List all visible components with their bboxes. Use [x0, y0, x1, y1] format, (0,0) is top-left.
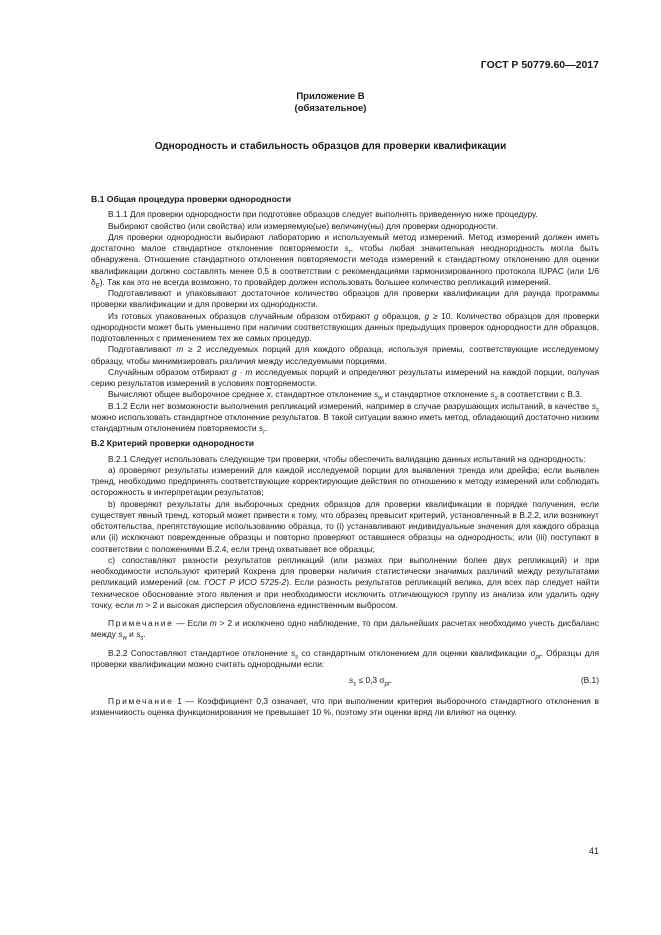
paragraph: В.1.2 Если нет возможности выполнения репликаций измерений, например в случае разрушающих испытаний, в качестве $s_s$ можно использовать стандартное отклонение результатов. В такой ситуации важно иметь метод, обладающий достаточно низким стандартным отклонением повторяемости $s_r$. [91, 400, 599, 436]
formula-number: (В.1) [580, 675, 599, 685]
note: Примечание 1 — Коэффициент 0,3 означает, что при выполнении критерия выборочного стандартного отклонения в изменчивость оценка функционирования не превышает 10 %, поэтому эти оценки вряд ли влияют на оценку. [91, 696, 599, 718]
list-item: а) проверяют результаты измерений для каждой исследуемой порции для выявления тренда или дрейфа; если выявлен тренд, необходимо предпринять соответствующие корректирующие действия по отношению к методу измерений или соблюдать осторожность в интерпретации результатов; [91, 464, 599, 498]
standard-number: ГОСТ Р 50779.60—2017 [480, 59, 599, 71]
list-item: b) проверяют результаты для выборочных средних образцов для проверки квалификации в порядке получения, если существует явный тренд, который может привести к тому, что образец превысит критерий, установленный в В.2.2, или возникнут обстоятельства, препятствующие использованию образца, то (i) устанавливают индивидуальные значения для каждого образца или (ii) исключают поврежденные образцы и повторно проверяют оставшиеся образцы на однородность; или (iii) поступают в соответствии с положениями В.2.4, если тренд охватывает все образцы; [91, 498, 599, 554]
paragraph: Вычисляют общее выборочное среднее $\overline{x}$, стандартное отклонение $s_w$ и стандартное отклонение $s_s$ в соответствии с В.3. [108, 389, 583, 402]
paragraph: Из готовых упакованных образцов случайным образом отбирают g образцов, g ≥ 10. Количество образцов для проверки однородности может быть уменьшено при наличии соответствующих данных предыдущих проверок однородности для образцов, подготовленных с применением тех же самых процедур. [91, 310, 599, 343]
annex-title: Однородность и стабильность образцов для проверки квалификации [154, 141, 507, 152]
paragraph: В.2.2 Сопоставляют стандартное отклонение $s_s$ со стандартным отклонением для оценки квалификации $\sigma_{pt}$. Образцы для проверки квалификации можно считать однородными если: [91, 647, 600, 669]
formula-b1 [91, 670, 599, 692]
document-body [91, 194, 599, 719]
paragraph: Подготавливают m ≥ 2 исследуемых порций для каждого образца, используя приемы, соответствующие исследуемому образцу, чтобы минимизировать различия между исследуемыми порциями. [91, 344, 599, 366]
section-b2-heading: В.2 Критерий проверки однородности [91, 438, 255, 449]
list-item: с) сопоставляют разности результатов репликаций (или размах при выполнении более двух репликаций) и при необходимости используют критерий Кохрена для проверки наличия статистически значимых различий между результатами репликаций измерений (см. ГОСТ Р ИСО 5725-2). Если разность результатов репликаций велика, для всех пар следует найти техническое обоснование этого явления и при необходимости исключить отличающуюся группу из анализа или удалить одну точку, если m > 2 и высокая дисперсия обусловлена единственным выбросом. [91, 554, 599, 610]
annex-status: (обязательное) [294, 103, 367, 114]
paragraph: Подготавливают и упаковывают достаточное количество образцов для проверки квалификации для раунда программы проверки квалификации и для проверки их однородности. [91, 288, 599, 310]
paragraph: Для проверки однородности выбирают лабораторию и используемый метод измерений. Метод измерений должен иметь достаточно малое стандартное отклонение повторяемости $s_r$, чтобы любая значительная неоднородность могла быть обнаружена. Отношение стандартного отклонения повторяемости метода измерений к стандартному отклонению для оценки квалификации должно составлять менее 0,5 в соответствии с рекомендациями гармонизированного протокола IUPAC (или 1/6 $\delta_E$). Так как это не всегда возможно, то провайдер должен использовать большее количество репликаций измерений. [91, 231, 599, 290]
paragraph: Выбирают свойство (или свойства) или измеряемую(ые) величину(ны) для проверки однородности. [108, 220, 498, 231]
section-b1-heading: В.1 Общая процедура проверки однородности [91, 194, 292, 204]
note: Примечание — Если m > 2 и исключено одно наблюдение, то при дальнейших расчетах необходимо учесть дисбаланс между $s_w$ и $s_s$. [91, 618, 599, 642]
annex-heading [0, 91, 661, 115]
annex-label: Приложение В [296, 91, 365, 102]
page-number: 41 [588, 846, 599, 856]
paragraph: В.2.1 Следует использовать следующие три проверки, чтобы обеспечить валидацию данных испытаний на однородность: [108, 453, 586, 464]
paragraph: Случайным образом отбирают g · m исследуемых порций и определяют результаты измерений на каждой порции, получая серию результатов измерений в условиях повторяемости. [91, 366, 599, 388]
paragraph: В.1.1 Для проверки однородности при подготовке образцов следует выполнять приведенную ниже процедуру. [108, 209, 538, 220]
formula-expression: $s_s \le 0,3$ $\sigma_{pt}$. [349, 675, 392, 688]
